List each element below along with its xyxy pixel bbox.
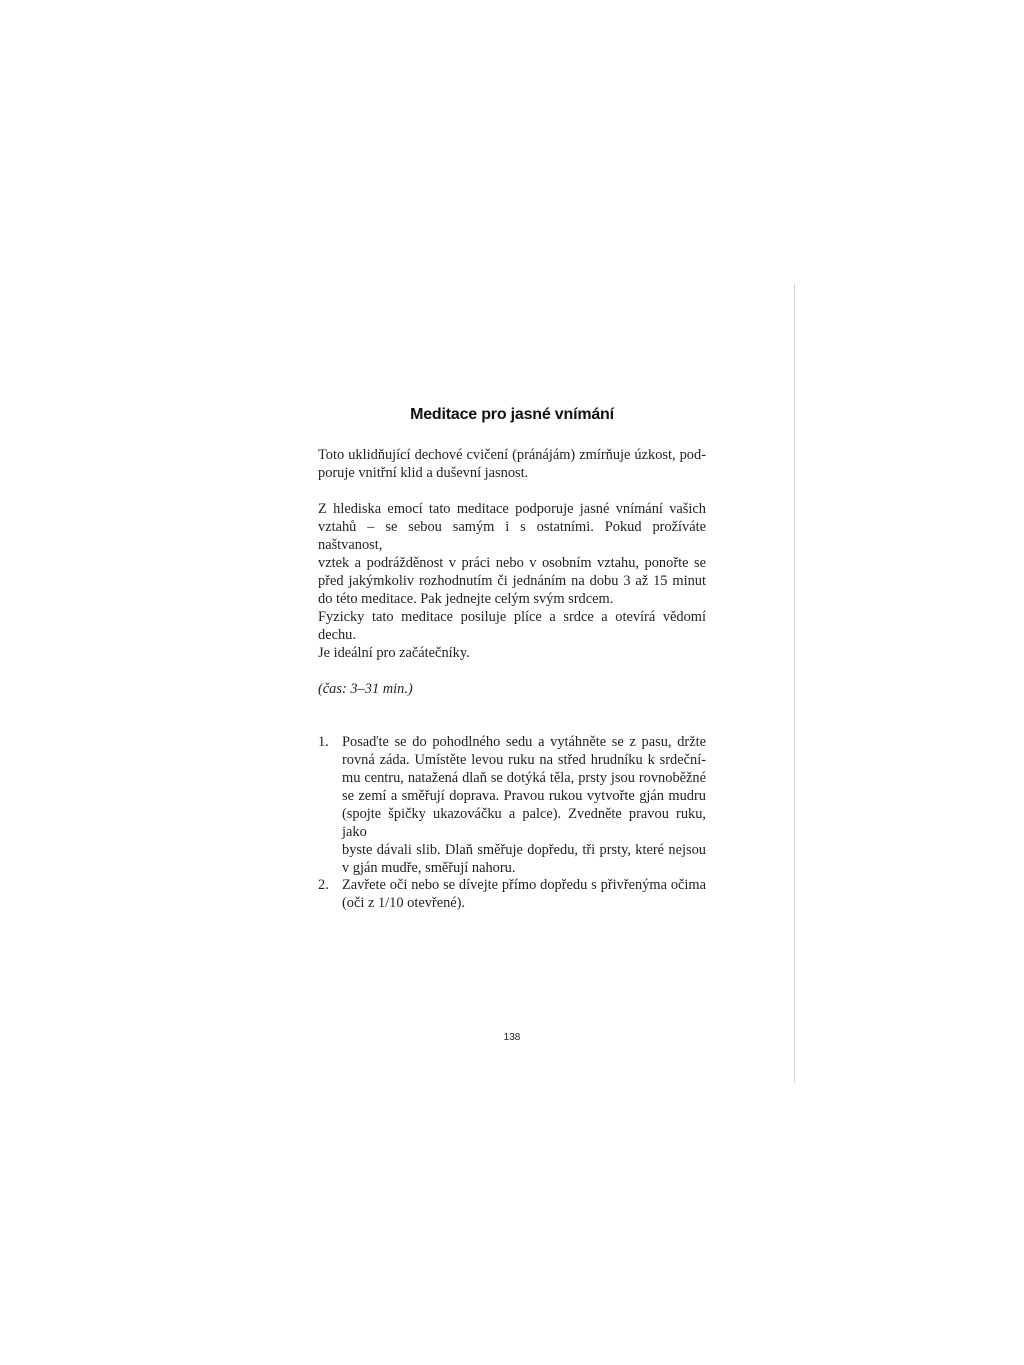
step-text xyxy=(342,733,706,877)
step-text xyxy=(342,876,706,912)
text-line: (oči z 1/10 otevřené). xyxy=(342,895,466,911)
text-line: (spojte špičky ukazováčku a palce). Zvedněte pravou ruku, jako xyxy=(342,806,706,840)
step-number: 1. xyxy=(318,734,329,750)
text-line: Posaďte se do pohodlného sedu a vytáhněte se z pasu, držte xyxy=(342,734,706,750)
text-line: rovná záda. Umístěte levou ruku na střed hrudníku k srdeční- xyxy=(342,752,706,768)
step-number: 2. xyxy=(318,877,329,893)
text-line: vztek a podrážděnost v práci nebo v osobním vztahu, ponořte se xyxy=(318,555,706,571)
text-line: Z hlediska emocí tato meditace podporuje jasné vnímání vašich xyxy=(318,501,706,517)
text-line: Zavřete oči nebo se dívejte přímo dopředu s přivřenýma očima xyxy=(342,877,706,893)
text-line: v gján mudře, směřují nahoru. xyxy=(342,860,516,876)
page-number: 138 xyxy=(503,1032,521,1043)
text-line: poruje vnitřní klid a duševní jasnost. xyxy=(318,465,529,481)
intro-paragraph xyxy=(318,446,706,482)
text-line: do této meditace. Pak jednejte celým svým srdcem. xyxy=(318,591,614,607)
text-line: mu centru, natažená dlaň se dotýká těla, prsty jsou rovnoběžné xyxy=(342,770,706,786)
text-line: se zemí a směřují doprava. Pravou rukou vytvořte gján mudru xyxy=(342,788,706,804)
page-title: Meditace pro jasné vnímání xyxy=(410,406,614,423)
time-note: (čas: 3–31 min.) xyxy=(318,681,413,697)
emotion-paragraph xyxy=(318,500,706,608)
text-line: vztahů – se sebou samým i s ostatními. Pokud prožíváte naštvanost, xyxy=(318,519,706,553)
text-line: Fyzicky tato meditace posiluje plíce a srdce a otevírá vědomí dechu. xyxy=(318,609,706,643)
physical-paragraph xyxy=(318,608,706,662)
page-edge-rule xyxy=(794,283,795,1083)
text-line: Je ideální pro začátečníky. xyxy=(318,645,470,661)
text-line: byste dávali slib. Dlaň směřuje dopředu, tři prsty, které nejsou xyxy=(342,842,706,858)
text-line: Toto uklidňující dechové cvičení (pránájám) zmírňuje úzkost, pod- xyxy=(318,447,706,463)
text-line: před jakýmkoliv rozhodnutím či jednáním na dobu 3 až 15 minut xyxy=(318,573,706,589)
